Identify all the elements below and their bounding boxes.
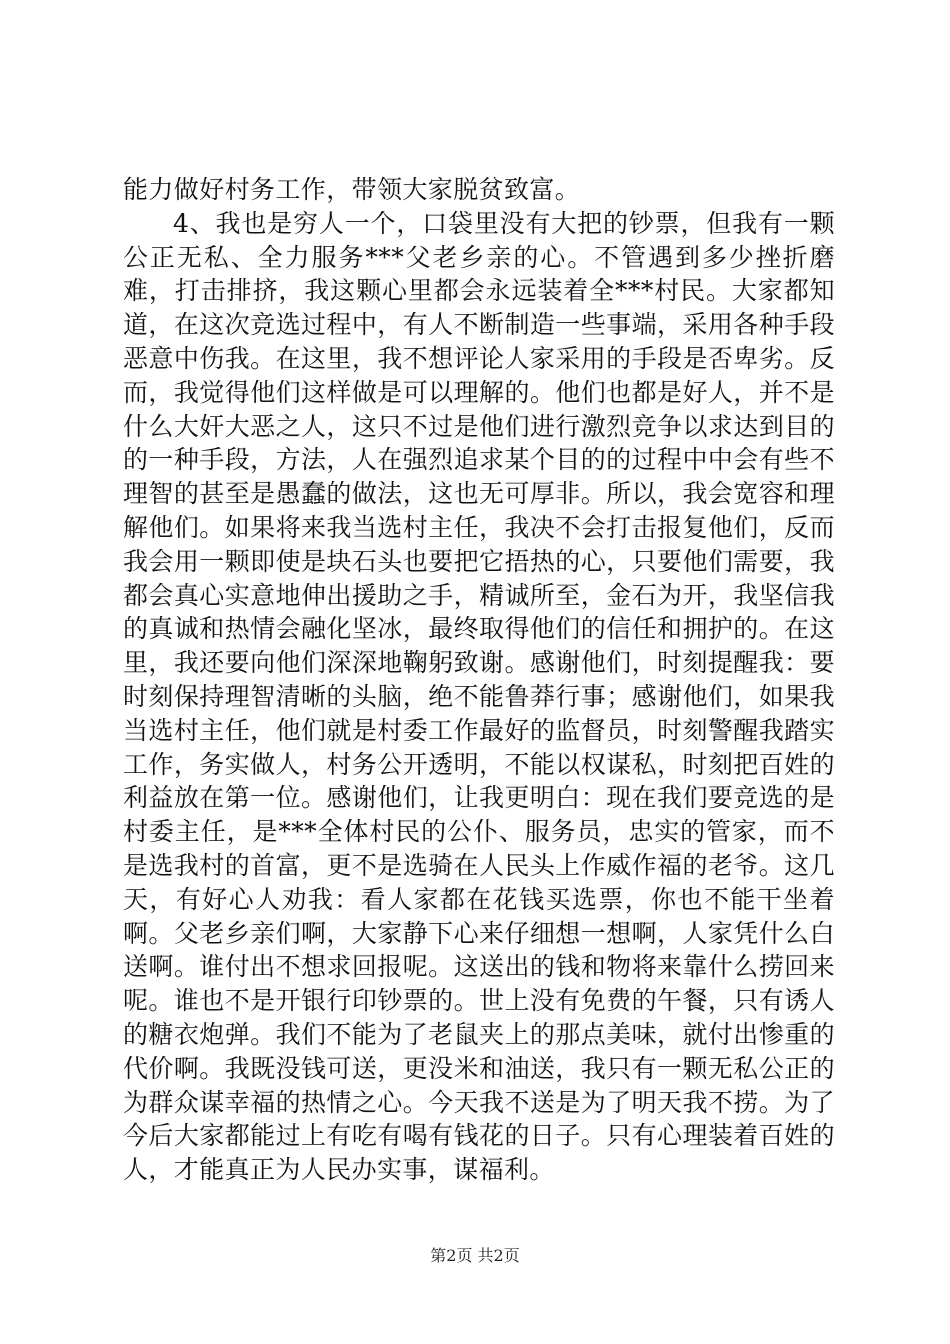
page-number: 第2页 共2页	[430, 1246, 520, 1265]
paragraph-4: 4、我也是穷人一个，口袋里没有大把的钞票，但我有一颗公正无私、全力服务***父老乡亲的心。不管遇到多少挫折磨难，打击排挤，我这颗心里都会永远装着全***村民。大家都知道，在这次竞选过程中，有人不断制造一些事端，采用各种手段恶意中伤我。在这里，我不想评论人家采用的手段是否卑劣。反而，我觉得他们这样做是可以理解的。他们也都是好人，并不是什么大奸大恶之人，这只不过是他们进行激烈竞争以求达到目的的一种手段，方法，人在强烈追求某个目的的过程中中会有些不理智的甚至是愚蠢的做法，这也无可厚非。所以，我会宽容和理解他们。如果将来我当选村主任，我决不会打击报复他们，反而我会用一颗即使是块石头也要把它捂热的心，只要他们需要，我都会真心实意地伸出援助之手，精诚所至，金石为开，我坚信我的真诚和热情会融化坚冰，最终取得他们的信任和拥护的。在这里，我还要向他们深深地鞠躬致谢。感谢他们，时刻提醒我：要时刻保持理智清晰的头脑，绝不能鲁莽行事；感谢他们，如果我当选村主任，他们就是村委工作最好的监督员，时刻警醒我踏实工作，务实做人，村务公开透明，不能以权谋私，时刻把百姓的利益放在第一位。感谢他们，让我更明白：现在我们要竞选的是村委主任，是***全体村民的公仆、服务员，忠实的管家，而不是选我村的首富，更不是选骑在人民头上作威作福的老爷。这几天，有好心人劝我：看人家都在花钱买选票，你也不能干坐着啊。父老乡亲们啊，大家静下心来仔细想一想啊，人家凭什么白送啊。谁付出不想求回报呢。这送出的钱和物将来靠什么捞回来呢。谁也不是开银行印钞票的。世上没有免费的午餐，只有诱人的糖衣炮弹。我们不能为了老鼠夹上的那点美味，就付出惨重的代价啊。我既没钱可送，更没米和油送，我只有一颗无私公正的为群众谋幸福的热情之心。今天我不送是为了明天我不捞。为了今后大家都能过上有吃有喝有钱花的日子。只有心理装着百姓的人，才能真正为人民办实事，谋福利。	[123, 208, 835, 1185]
body-text	[123, 173, 835, 1187]
paragraph-continued: 能力做好村务工作，带领大家脱贫致富。	[123, 175, 581, 204]
